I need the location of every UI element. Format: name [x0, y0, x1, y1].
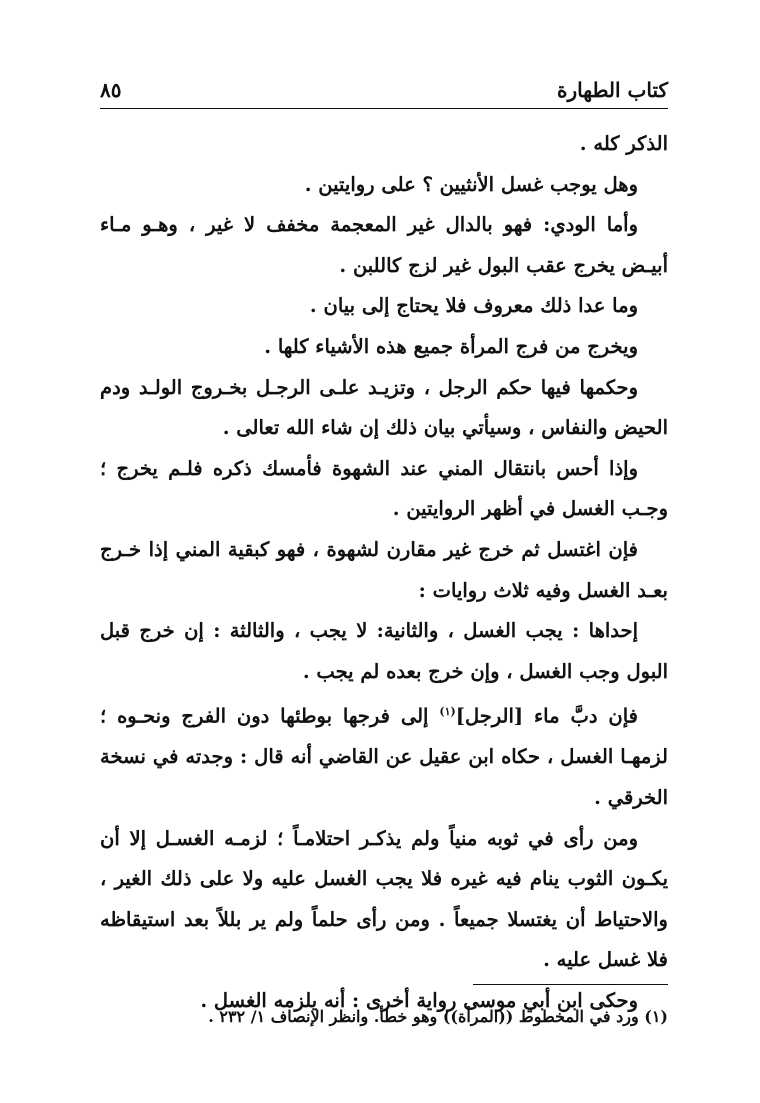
paragraph-text: إلى فرجها بوطئها دون الفرج ونحـوه ؛ لزمهـا الغسل ، حكاه ابن عقيل عن القاضي أنه قال : وجدته في نسخة الخرقي . — [100, 704, 669, 809]
paragraph-line: الثوب ينام فيه غيره فلا يجب الغسل عليه ولا على ذلك الغير ، والاحتياط — [100, 867, 668, 931]
header-divider — [100, 108, 668, 109]
page-number: ٨٥ — [100, 78, 122, 102]
paragraph: وأما الودي: فهو بالدال غير المعجمة مخفف لا غير ، وهـو مـاء أبيـض يخرج عقب البول غير لزج كاللبن . — [100, 213, 668, 277]
footnote-divider — [473, 984, 668, 985]
chapter-title: كتاب الطهارة — [557, 78, 668, 102]
paragraph: وهل يوجب غسل الأنثيين ؟ على روايتين . — [304, 172, 638, 196]
paragraph: فإن اغتسل ثم خرج غير مقارن لشهوة ، فهو كبقية المني إذا خـرج بعـد الغسل وفيه ثلاث روايات : — [100, 537, 668, 602]
footnote: (١) ورد في المخطوط ((المرأة)) وهو خطأ. وانظر الإنصاف ١/ ٢٣٢ . — [208, 1007, 668, 1026]
paragraph-text: فإن دبَّ ماء [الرجل] — [455, 704, 638, 728]
page-body — [100, 124, 668, 1022]
page-header — [100, 78, 668, 104]
paragraph: وحكمها فيها حكم الرجل ، وتزيـد علـى الرجـل بخـروج الولـد ودم الحيض والنفاس ، وسيأتي بيان ذلك إن شاء الله تعالى . — [100, 375, 668, 440]
paragraph — [100, 819, 668, 981]
paragraph: ويخرج من فرج المرأة جميع هذه الأشياء كلها . — [264, 334, 638, 358]
footnote-marker[interactable]: (١) — [439, 705, 456, 719]
paragraph-with-footnote — [100, 692, 668, 818]
paragraph-line: ومن رأى في ثوبه منياً ولم يذكـر احتلامـاً ؛ لزمـه الغسـل إلا أن يكـون — [100, 826, 668, 891]
paragraph: وإذا أحس بانتقال المني عند الشهوة فأمسك ذكره فلـم يخرج ؛ وجـب الغسل في أظهر الروايتين . — [100, 456, 668, 521]
paragraph-line: أن يغتسلا جميعاً . ومن رأى حلماً ولم ير بللاً بعد استيقاظه فلا غسل عليه . — [100, 907, 668, 972]
paragraph: إحداها : يجب الغسل ، والثانية: لا يجب ، والثالثة : إن خرج قبل البول وجب الغسل ، وإن خرج بعده لم يجب . — [100, 619, 668, 683]
paragraph: الذكر كله . — [579, 132, 668, 155]
paragraph: وما عدا ذلك معروف فلا يحتاج إلى بيان . — [309, 294, 638, 318]
paragraph: وحكى ابن أبي موسى رواية أخرى : أنه يلزمه الغسل . — [200, 988, 638, 1012]
